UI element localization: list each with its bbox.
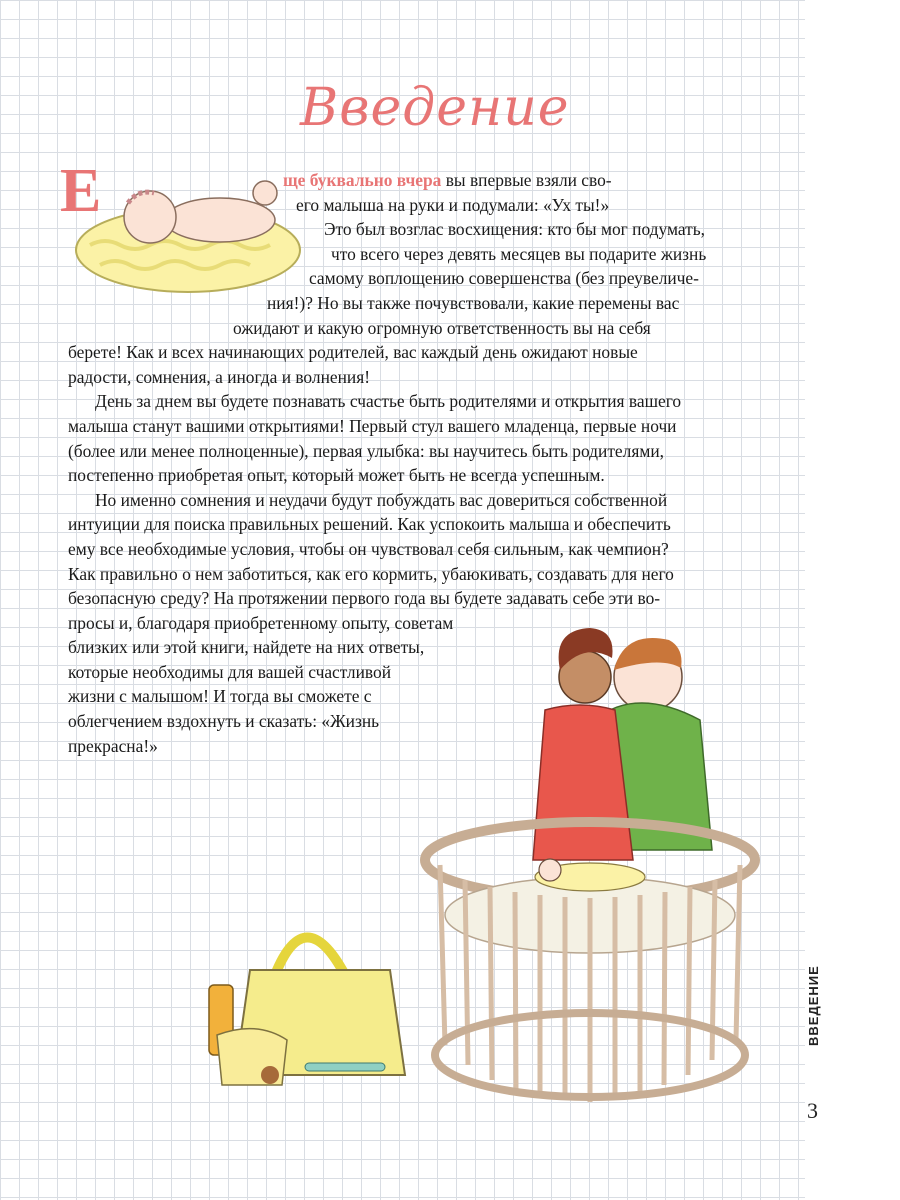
baby-in-crib-head [539, 859, 561, 881]
text-line: облегчением вздохнуть и сказать: «Жизнь [68, 711, 380, 732]
diaper-bag-illustration [205, 905, 420, 1105]
text-line: День за днем вы будете познавать счастье быть родителями и открытия вашего [95, 391, 682, 412]
dropcap: Е [60, 157, 102, 225]
text-line: безопасную среду? На протяжении первого года вы будете задавать себе эти во- [68, 588, 661, 609]
thermometer [305, 1063, 385, 1071]
parents-crib-illustration [420, 615, 790, 1155]
text-line: близких или этой книги, найдете на них ответы, [68, 637, 425, 658]
text-line: ожидают и какую огромную ответственность вы на себя [233, 317, 651, 338]
text-line: Но именно сомнения и неудачи будут побуждать вас довериться собственной [95, 489, 668, 510]
text-line: Это был возглас восхищения: кто бы мог подумать, [324, 219, 705, 240]
text-line: малыша станут вашими открытиями! Первый стул вашего младенца, первые ночи [68, 415, 677, 436]
lead-phrase: ще буквально вчера [283, 170, 442, 190]
text-line: (более или менее полноценные), первая улыбка: вы научитесь быть родителями, [68, 440, 664, 461]
pouch-spot [261, 1066, 279, 1084]
page-title: Введение [300, 78, 570, 138]
section-label: ВВЕДЕНИЕ [806, 965, 821, 1046]
text-line: жизни с малышом! И тогда вы сможете с [68, 686, 372, 707]
text-line: что всего через девять месяцев вы подарите жизнь [331, 243, 707, 264]
text-line: Как правильно о нем заботиться, как его кормить, убаюкивать, создавать для него [68, 563, 674, 584]
text-line: его малыша на руки и подумали: «Ух ты!» [296, 194, 610, 215]
text-line: прекрасна!» [68, 735, 158, 756]
text-line: интуиции для поиска правильных решений. Как успокоить малыша и обеспечить [68, 514, 671, 535]
text-line: самому воплощению совершенства (без преувеличе- [309, 268, 699, 289]
text-line: ему все необходимые условия, чтобы он чувствовал себя сильным, как чемпион? [68, 538, 669, 559]
text-line: которые необходимы для вашей счастливой [68, 661, 392, 682]
text-line: ния!)? Но вы также почувствовали, какие перемены вас [267, 292, 680, 313]
text-line: постепенно приобретая опыт, который может быть не всегда успешным. [68, 465, 605, 486]
text-line: берете! Как и всех начинающих родителей, вас каждый день ожидают новые [68, 342, 638, 363]
text-line: ще буквально вчера вы впервые взяли сво- [283, 170, 612, 190]
text-line: радости, сомнения, а иногда и волнения! [68, 366, 371, 387]
text-line: просы и, благодаря приобретенному опыту, советам [68, 612, 454, 633]
page-number: 3 [807, 1098, 818, 1123]
